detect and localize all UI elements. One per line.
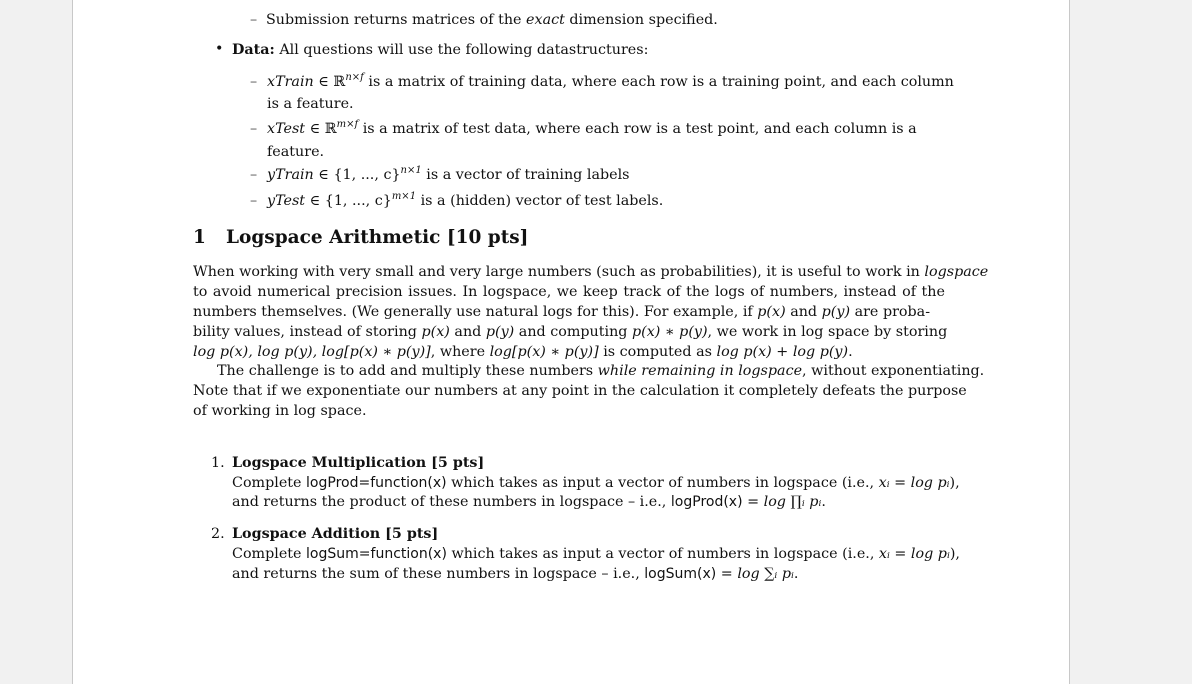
data-bullet: Data: All questions will use the following datastructures: xyxy=(232,42,649,58)
submission-note: Submission returns matrices of the exact dimension specified. xyxy=(266,12,718,28)
question-number: 2. xyxy=(211,526,225,542)
list-dash: – xyxy=(250,74,258,90)
paragraph-line: to avoid numerical precision issues. In logspace, we keep track of the logs of numbers, instead of the xyxy=(193,284,945,300)
paragraph-line: log p(x), log p(y), log[p(x) ∗ p(y)], where log[p(x) ∗ p(y)] is computed as log p(x) + log p(y). xyxy=(193,344,853,360)
paragraph-line: Note that if we exponentiate our numbers at any point in the calculation it completely defeats the purpose xyxy=(193,383,967,399)
list-dash: – xyxy=(250,193,258,209)
bullet-marker: • xyxy=(215,41,224,57)
list-dash: – xyxy=(250,12,258,28)
list-item-xtrain: xTrain ∈ ℝ$^{n\times f}$ is a matrix of training data, where each row is a training point, and each column xyxy=(267,72,954,90)
document-page xyxy=(72,0,1070,684)
paragraph-line: numbers themselves. (We generally use natural logs for this). For example, if p(x) and p(y) are proba- xyxy=(193,304,931,320)
question-title: Logspace Addition [5 pts] xyxy=(232,526,439,542)
section-title: Logspace Arithmetic [10 pts] xyxy=(226,227,529,248)
question-line: and returns the sum of these numbers in logspace – i.e., logSum(x) = log ∑ᵢ pᵢ. xyxy=(232,566,799,582)
paragraph-line: of working in log space. xyxy=(193,403,367,419)
paragraph-line: The challenge is to add and multiply these numbers while remaining in logspace, without exponentiating. xyxy=(217,363,985,379)
list-item-xtest-cont: feature. xyxy=(267,144,325,160)
list-dash: – xyxy=(250,121,258,137)
paragraph-line: When working with very small and very large numbers (such as probabilities), it is useful to work in logspace xyxy=(193,264,989,280)
question-line: and returns the product of these numbers in logspace – i.e., logProd(x) = log ∏ᵢ pᵢ. xyxy=(232,494,826,510)
question-number: 1. xyxy=(211,455,225,471)
list-item-xtrain-cont: is a feature. xyxy=(267,96,354,112)
list-item-xtest: xTest ∈ ℝ$^{m\times f}$ is a matrix of test data, where each row is a test point, and each column is a xyxy=(267,119,917,137)
list-dash: – xyxy=(250,167,258,183)
list-item-ytrain: yTrain ∈ {1, ..., c}$^{n\times 1}$ is a vector of training labels xyxy=(267,165,630,183)
question-line: Complete logProd=function(x) which takes as input a vector of numbers in logspace (i.e., xᵢ = log pᵢ), xyxy=(232,475,960,491)
paragraph-line: bility values, instead of storing p(x) and p(y) and computing p(x) ∗ p(y), we work in log space by storing xyxy=(193,324,948,340)
list-item-ytest: yTest ∈ {1, ..., c}$^{m\times 1}$ is a (hidden) vector of test labels. xyxy=(267,191,664,209)
section-number: 1 xyxy=(193,227,206,248)
question-title: Logspace Multiplication [5 pts] xyxy=(232,455,485,471)
question-line: Complete logSum=function(x) which takes as input a vector of numbers in logspace (i.e., xᵢ = log pᵢ), xyxy=(232,546,960,562)
